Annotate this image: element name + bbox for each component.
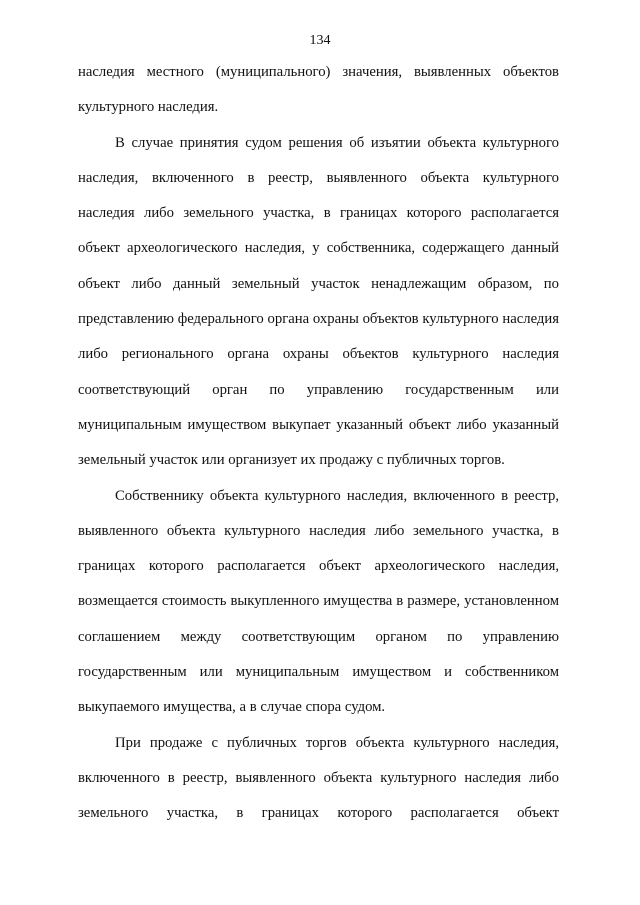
paragraph-public-auction: При продаже с публичных торгов объекта культурного наследия, включенного в реестр, выявленного объекта культурного наследия либо земельного участка, в границах которого располагается объект xyxy=(78,734,559,822)
document-body xyxy=(78,55,559,832)
paragraph-compensation: Собственнику объекта культурного наследия, включенного в реестр, выявленного объекта культурного наследия либо земельного участка, в границах которого располагается объект археологического наследия, возмещается стоимость выкупленного имущества в размере, установленном соглашением между соответствующим органом по управлению государственным или муниципальным имуществом и собственником выкупаемого имущества, а в случае спора судом. xyxy=(78,487,559,716)
paragraph-seizure: В случае принятия судом решения об изъятии объекта культурного наследия, включенного в реестр, выявленного объекта культурного наследия либо земельного участка, в границах которого располагается объект археологического наследия, у собственника, содержащего данный объект либо данный земельный участок ненадлежащим образом, по представлению федерального органа охраны объектов культурного наследия либо регионального органа охраны объектов культурного наследия соответствующий орган по управлению государственным или муниципальным имуществом выкупает указанный объект либо указанный земельный участок или организует их продажу с публичных торгов. xyxy=(78,134,559,469)
paragraph-continuation: наследия местного (муниципального) значения, выявленных объектов культурного наследия. xyxy=(78,64,559,116)
page-number: 134 xyxy=(309,33,331,48)
